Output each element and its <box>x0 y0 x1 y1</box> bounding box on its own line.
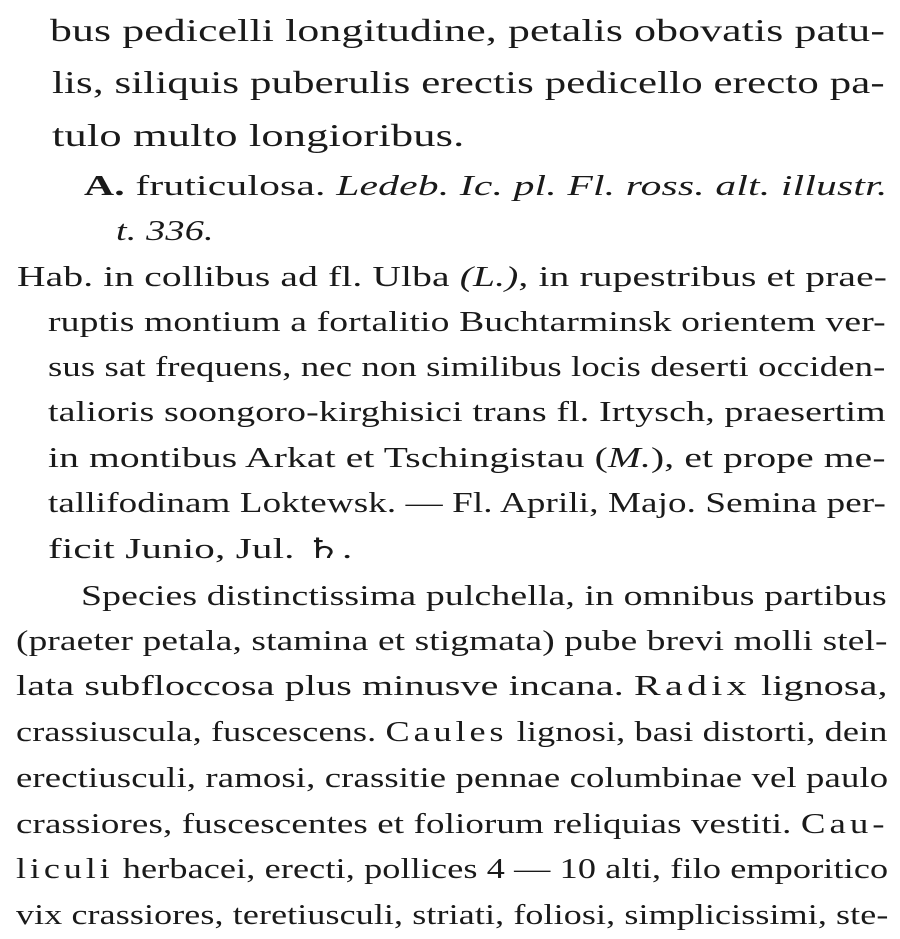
description-line-3: lata subfloccosa plus minusve incana. Radix lignosa, <box>16 671 888 702</box>
reference-line-1 <box>84 173 887 201</box>
reference-citation: Ledeb. Ic. pl. Fl. ross. alt. illustr. <box>336 171 888 202</box>
description-line-5: erectiusculi, ramosi, crassitie pennae columbinae vel paulo <box>16 763 889 794</box>
habitat-line-6: tallifodinam Loktewsk. — Fl. Aprili, Majo. Semina per- <box>48 488 886 519</box>
diagnosis-line-1: bus pedicelli longitudine, petalis obovatis patu- <box>50 12 886 48</box>
diagnosis-line-3: tulo multo longioribus. <box>52 117 465 153</box>
habitat-line-1: Hab. in collibus ad fl. Ulba (L.), in rupestribus et prae- <box>17 262 888 293</box>
term-radix: Radix <box>634 671 751 702</box>
description-line-7: liculi herbacei, erecti, pollices 4 — 10 alti, filo emporitico <box>16 854 889 885</box>
reference-name: fruticulosa. <box>135 171 326 202</box>
term-cauliculi-start: Cau- <box>800 809 889 840</box>
habitat-line-2: ruptis montium a fortalitio Buchtarminsk orientem ver- <box>48 307 886 338</box>
description-line-6: crassiores, fuscescentes et foliorum reliquias vestiti. Cau- <box>16 809 889 840</box>
habitat-line-5: in montibus Arkat et Tschingistau (M.), et prope me- <box>48 443 886 474</box>
habitat-line-7: ficit Junio, Jul. ♄. <box>48 534 353 565</box>
reference-plate: t. 336. <box>116 216 214 247</box>
reference-abbr: A. <box>84 171 125 202</box>
description-line-4: crassiuscula, fuscescens. Caules lignosi, basi distorti, dein <box>16 717 888 748</box>
reference-line-2 <box>116 218 214 246</box>
shrub-symbol: ♄. <box>305 534 353 565</box>
diagnosis-line-2: lis, siliquis puberulis erectis pedicello erecto pa- <box>52 64 885 100</box>
description-line-8: vix crassiores, teretiusculi, striati, foliosi, simplicissimi, ste- <box>16 900 889 931</box>
habitat-line-3: sus sat frequens, nec non similibus locis deserti occiden- <box>48 352 886 383</box>
description-line-1: Species distinctissima pulchella, in omnibus partibus <box>81 581 887 612</box>
description-line-2: (praeter petala, stamina et stigmata) pube brevi molli stel- <box>16 626 888 657</box>
term-cauliculi-end: liculi <box>16 854 114 885</box>
habitat-line-4: talioris soongoro-kirghisici trans fl. Irtysch, praesertim <box>48 397 886 428</box>
term-caules: Caules <box>385 717 508 748</box>
